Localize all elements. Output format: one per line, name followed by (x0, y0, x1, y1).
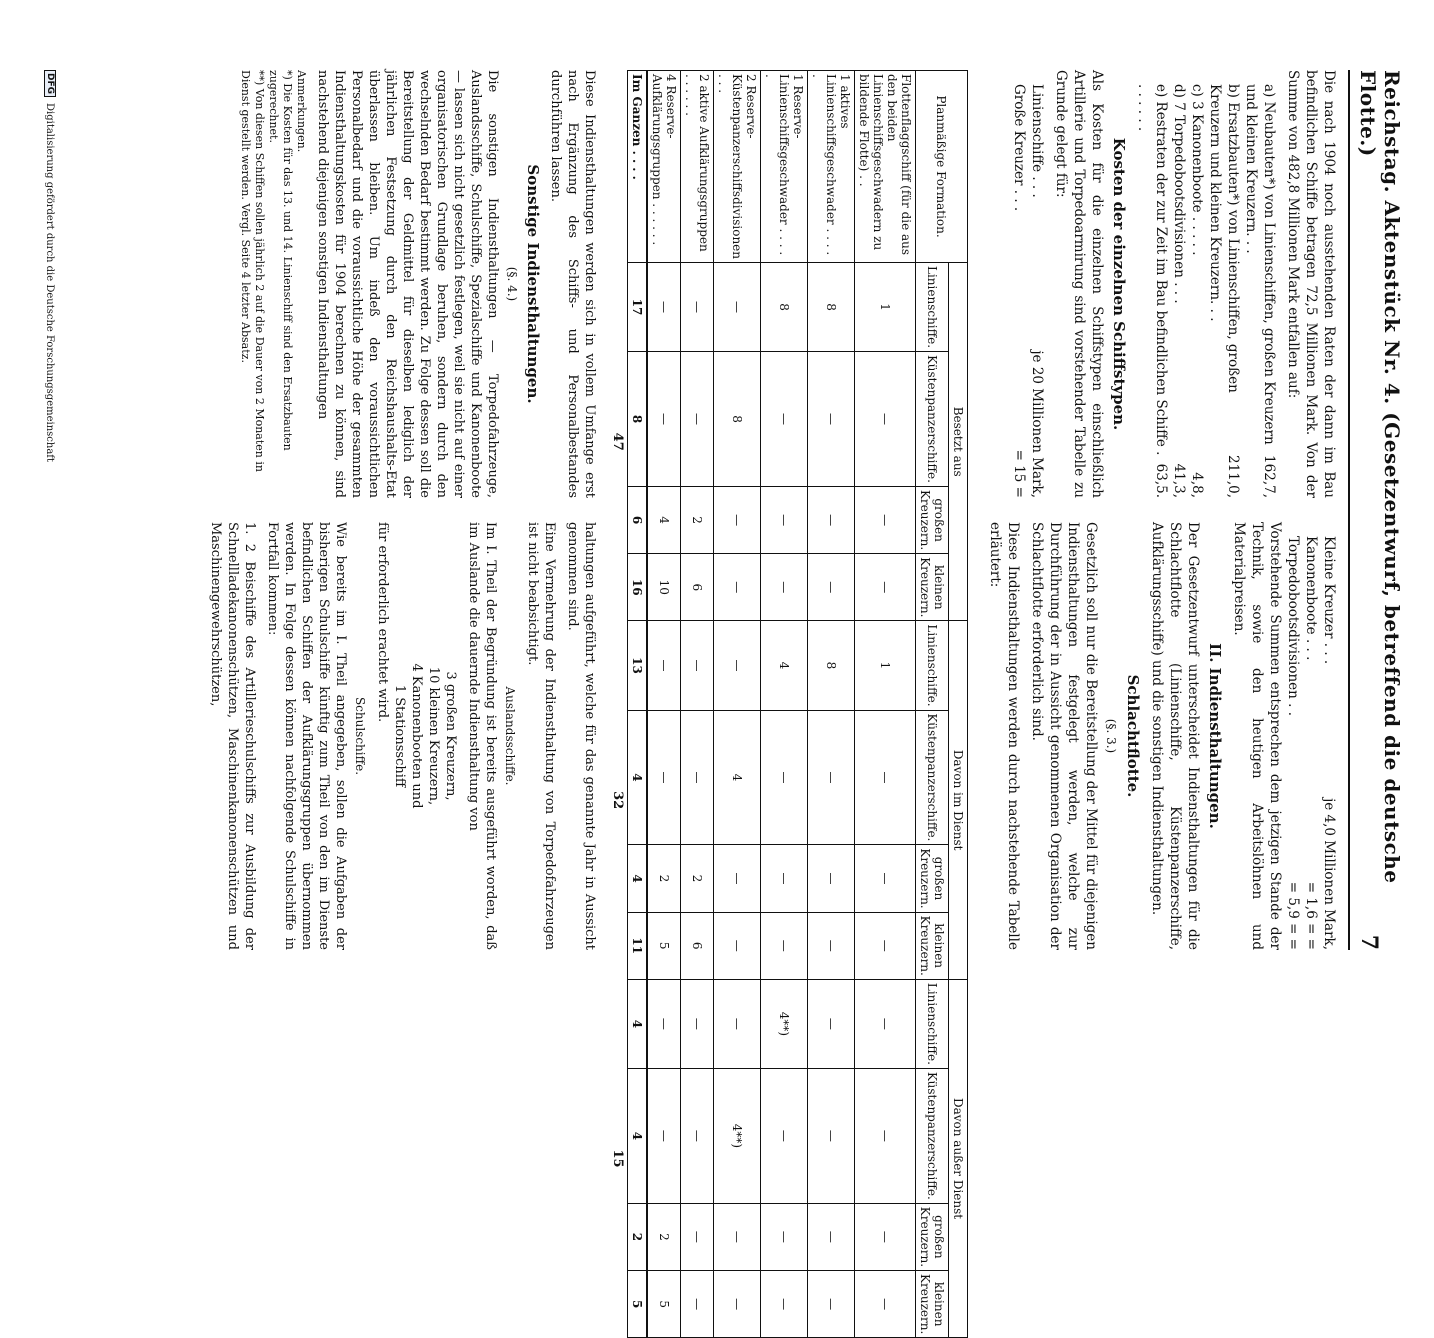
group-header: Davon im Dienst (949, 621, 968, 979)
table-row (855, 71, 916, 1338)
section-paragraph: Der Gesetzentwurf unterscheidet Indiensthaltungen für die Schlachtflotte (Linienschiffe, Küstenpanzerschiffe, Aufklärungsschiffe) und die sonstigen Indiensthaltungen. (1149, 522, 1201, 950)
table-cell: — (761, 912, 808, 979)
table-cell: — (714, 845, 761, 912)
subcol-header: großen Kreuzern. (916, 486, 949, 553)
ship-list-item: 3 großen Kreuzern, (443, 671, 458, 801)
subcol-header: Küstenpanzerschiffe. (916, 710, 949, 845)
table-cell: — (808, 1068, 855, 1203)
table-cell: — (681, 621, 714, 710)
group-total-row (608, 71, 628, 1338)
table-cell: 6 (681, 912, 714, 979)
footnote: *) Die Kosten für das 13. und 14. Linienschiff sind den Ersatzbauten zugerechnet. (267, 70, 294, 451)
total-cell: 8 (628, 352, 648, 487)
kosten-paragraph: Als Kosten für die einzelnen Schiffstypen einschließlich Artillerie und Torpedoarmirung sind vorstehender Tabelle zu Grunde gelegt für: (1053, 70, 1105, 498)
row-label: 1 Reserve-Linienschiffsgeschwader . . . . . (761, 71, 808, 263)
body-paragraph: 1. 2 Beischiffe des Artillerieschulschiffs zur Ausbildung der Schnellladekanonenschützen, Maschinenkanonenschützen und Maschinengewehrschützen, (208, 522, 257, 950)
table-cell: 2 (647, 845, 681, 912)
group-header: Besetzt aus (949, 263, 968, 621)
document-page (44, 70, 1404, 1335)
table-cell: — (681, 263, 714, 352)
table-cell: — (855, 486, 916, 553)
table-cell: — (714, 912, 761, 979)
cost-item: a) Neubauten*) von Linienschiffen, großen Kreuzern und kleinen Kreuzern. . . 162,7, (1243, 84, 1277, 498)
table-cell: — (761, 1068, 808, 1203)
section-title: II. Indiensthaltungen. (1206, 643, 1224, 829)
group-total-spacer (608, 71, 628, 263)
table-cell: — (761, 352, 808, 487)
total-cell: 4 (628, 845, 648, 912)
type-cost-item: Kleine Kreuzer . . . je 4,0 Millionen Mark, (1321, 536, 1337, 950)
table-cell: — (855, 912, 916, 979)
subcol-header: Linienschiffe. (916, 621, 949, 710)
table-cell: 4 (714, 710, 761, 845)
left-column (980, 70, 1338, 498)
table-cell: — (761, 710, 808, 845)
total-cell: 4 (628, 979, 648, 1068)
table-cell: 4 (761, 621, 808, 710)
table-cell: — (681, 979, 714, 1068)
table-cell: 8 (808, 263, 855, 352)
subcol-header: kleinen Kreuzern. (916, 912, 949, 979)
dfg-logo: DFG (44, 70, 56, 97)
bottom-columns (201, 70, 598, 950)
table-cell: — (714, 621, 761, 710)
table-cell: — (761, 1271, 808, 1338)
table-cell: — (681, 1271, 714, 1338)
kosten-note: Vorstehende Summen entsprechen dem jetzigen Stande der Technik, sowie den heutigen Arbeitslöhnen und Materialpreisen. (1231, 522, 1283, 950)
cost-item: d) 7 Torpedobootsdivisionen . . . 41,3, (1171, 84, 1187, 498)
total-cell: 4 (628, 1068, 648, 1203)
page-header (1348, 70, 1404, 950)
table-cell: — (714, 486, 761, 553)
table-cell: 5 (647, 1271, 681, 1338)
subheading-schlachtflotte: Schlachtflotte. (1124, 674, 1142, 798)
table-cell: — (647, 263, 681, 352)
table-cell: — (855, 554, 916, 621)
type-cost-item: Torpedobootsdivisionen . . = 5,9 = = (1285, 536, 1301, 950)
table-cell: — (855, 979, 916, 1068)
notes-heading: Anmerkungen. (295, 70, 308, 153)
subcol-header: Küstenpanzerschiffe. (916, 1068, 949, 1203)
total-cell: 6 (628, 486, 648, 553)
body-paragraph: haltungen aufgeführt, welche für das genannte Jahr in Aussicht genommen sind. (565, 522, 597, 950)
subcol-header: großen Kreuzern. (916, 1203, 949, 1270)
subcol-header: Küstenpanzerschiffe. (916, 352, 949, 487)
body-paragraph: Diese Indiensthaltungen werden sich in vollem Umfange erst nach Ergänzung des Schiffs- und Personalbestandes durchführen lassen. (548, 70, 597, 498)
total-row (628, 71, 648, 1338)
table-cell: 6 (681, 554, 714, 621)
total-cell: 16 (628, 554, 648, 621)
body-paragraph: Wie bereits im I. Theil angegeben, sollen die Aufgaben der bisherigen Schulschiffe künftig zum Theil von den im Dienste befindlichen Schiffen der Aufklärungsgruppen übernommen werden. In Folge dessen können nachfolgende Schulschiffe in Fortfall kommen: (265, 522, 348, 950)
subheading-sonstige: Sonstige Indiensthaltungen. (524, 164, 542, 404)
intro-paragraph: Die nach 1904 noch ausstehenden Raten der dann im Bau befindlichen Schiffe betragen 72,5 Millionen Mark. Von der Summe von 482,8 Millionen Mark entfallen auf: (1285, 70, 1337, 498)
table-cell: — (714, 1203, 761, 1270)
formation-table (608, 70, 968, 1338)
subcol-header: kleinen Kreuzern. (916, 554, 949, 621)
subcol-header: Linienschiffe. (916, 979, 949, 1068)
subheading-ausland: Auslandsschiffe. (503, 686, 517, 786)
table-cell: 4**) (714, 1068, 761, 1203)
table-cell: — (714, 1271, 761, 1338)
table-cell: — (855, 1271, 916, 1338)
type-cost-item: Linienschiffe . . . je 20 Millionen Mark, (1029, 84, 1045, 498)
table-cell: — (761, 1203, 808, 1270)
table-cell: — (808, 554, 855, 621)
table-body (608, 71, 916, 1338)
total-label: Im Ganzen . . . . (628, 71, 648, 263)
table-cell: 4**) (761, 979, 808, 1068)
table-cell: — (808, 1203, 855, 1270)
group-total-cell: 47 (610, 432, 625, 451)
subheading-schul: Schulschiffe. (353, 696, 367, 776)
table-cell: 8 (714, 352, 761, 487)
type-cost-item: Kanonenboote . . . = 1,6 = = (1303, 536, 1319, 950)
table-cell: — (681, 1068, 714, 1203)
table-cell: — (855, 710, 916, 845)
cost-item: c) 3 Kanonenboote . . . . . 4,8, (1189, 84, 1205, 498)
bottom-left-column (201, 70, 598, 498)
table-cell: 2 (681, 845, 714, 912)
table-cell: 1 (855, 263, 916, 352)
cost-item: e) Restraten der zur Zeit im Bau befindlichen Schiffe . . . . . . . 63,5. (1135, 84, 1169, 498)
body-paragraph: Im I. Theil der Begründung ist bereits ausgeführt worden, daß im Auslande die dauernde Indiensthaltung von (466, 522, 498, 950)
section-paragraph: Diese Indiensthaltungen werden durch nachstehende Tabelle erläutert: (987, 522, 1021, 950)
total-cell: 4 (628, 710, 648, 845)
table-cell: 1 (855, 621, 916, 710)
footnotes (238, 70, 308, 498)
table-cell: 4 (647, 486, 681, 553)
section-paragraph: Gesetzlich soll nur die Bereitstellung der Mittel für diejenigen Indiensthaltungen festgelegt werden, welche zur Durchführung der in Aussicht genommenen Organisation der Schlachtflotte erforderlich sind. (1029, 522, 1099, 950)
top-columns (980, 70, 1338, 950)
section-heading-kosten: Kosten der einzelnen Schiffstypen. (1110, 137, 1128, 431)
total-cell: 17 (628, 263, 648, 352)
table-cell: 8 (761, 263, 808, 352)
paragraph-ref: (§. 4.) (505, 266, 519, 302)
row-label: 2 Reserve-Küstenpanzerschiffsdivisionen . . . (714, 71, 761, 263)
total-cell: 13 (628, 621, 648, 710)
table-cell: — (855, 1068, 916, 1203)
table-cell: — (855, 352, 916, 487)
total-cell: 11 (628, 912, 648, 979)
table-cell: 5 (647, 912, 681, 979)
table-cell: — (647, 621, 681, 710)
row-label: Flottenflaggschiff (für die aus den beiden Linienschiffsgeschwadern zu bildende Flotte) . . (855, 71, 916, 263)
table-cell: — (761, 554, 808, 621)
col-formation: Planmäßige Formation. (916, 71, 968, 263)
group-header: Davon außer Dienst (949, 979, 968, 1337)
scan-footer (44, 70, 56, 462)
table-cell: — (808, 1271, 855, 1338)
table-cell: 8 (808, 621, 855, 710)
body-paragraph: für erforderlich erachtet wird. (375, 522, 390, 723)
table-cell: — (647, 1068, 681, 1203)
page-number: 7 (1356, 934, 1382, 950)
table-cell: — (714, 979, 761, 1068)
table-cell: — (714, 554, 761, 621)
table-cell: — (681, 710, 714, 845)
running-head: Reichstag. Aktenstück Nr. 4. (Gesetzentwurf, betreffend die deutsche Flotte.) (1356, 70, 1404, 884)
table-cell: 2 (647, 1203, 681, 1270)
table-row (808, 71, 855, 1338)
footnote: **) Von diesen Schiffen sollen jährlich 2 auf die Dauer von 2 Monaten in Dienst gestellt werden. Vergl. Seite 4 letzter Absatz. (239, 70, 266, 472)
subcol-header: Linienschiffe. (916, 263, 949, 352)
body-paragraph: Die sonstigen Indiensthaltungen — Torpedofahrzeuge, Auslandsschiffe, Schulschiffe, Spezialschiffe und Kanonenboote — lassen sich nicht gesetzlich festlegen, weil sie nicht auf einer organisatorischen Grundlage beruhen, sondern durch den wechselnden Bedarf bestimmt werden. Zu Folge dessen soll die Bereitstellung der Geldmittel für dieselben lediglich der jährlichen Festsetzung durch den Reichshaushalts-Etat überlassen bleiben. Um indeß den voraussichtlichen Personalbedarf und die voraussichtliche Höhe der gesammten Indiensthaltungskosten für 1904 berechnen zu können, sind nachstehend diejenigen sonstigen Indiensthaltungen (315, 70, 500, 498)
table-cell: — (808, 710, 855, 845)
table-cell: — (647, 710, 681, 845)
type-cost-item: Große Kreuzer . . . = 15 = (1011, 84, 1027, 498)
table-row (647, 71, 681, 1338)
total-cell: 2 (628, 1203, 648, 1270)
table-cell: — (761, 486, 808, 553)
group-total-cell: 15 (610, 1149, 625, 1168)
table-cell: — (681, 352, 714, 487)
table-cell: — (808, 352, 855, 487)
table-cell: — (808, 486, 855, 553)
total-cell: 5 (628, 1271, 648, 1338)
table-cell: — (647, 979, 681, 1068)
table-cell: — (808, 845, 855, 912)
row-label: 1 aktives Linienschiffsgeschwader . . . . . (808, 71, 855, 263)
subcol-header: großen Kreuzern. (916, 845, 949, 912)
ship-list-item: 10 kleinen Kreuzern, (426, 666, 441, 806)
row-label: 2 aktive Aufklärungsgruppen . . . . . . (681, 71, 714, 263)
table-cell: — (808, 912, 855, 979)
footer-text: Digitalisierung gefördert durch die Deutsche Forschungsgemeinschaft (44, 103, 56, 463)
bottom-right-column (201, 522, 598, 950)
body-paragraph: Eine Vermehrung der Indiensthaltung von Torpedofahrzeugen ist nicht beabsichtigt. (525, 522, 557, 950)
table-cell: 10 (647, 554, 681, 621)
table-cell: — (761, 845, 808, 912)
group-total-cell: 32 (610, 791, 625, 810)
table-cell: — (855, 845, 916, 912)
table-cell: — (808, 979, 855, 1068)
table-row (714, 71, 761, 1338)
ship-list-item: 4 Kanonenbooten und (409, 663, 424, 809)
ship-list-item: 1 Stationsschiff (392, 684, 407, 788)
table-row (761, 71, 808, 1338)
paragraph-ref: (§. 3.) (1104, 718, 1118, 754)
cost-item: b) Ersatzbauten*) von Linienschiffen, großen Kreuzern und kleinen Kreuzern. . . 211,0, (1207, 84, 1241, 498)
table-cell: — (714, 263, 761, 352)
table-cell: 2 (681, 486, 714, 553)
table-row (681, 71, 714, 1338)
table-cell: — (855, 1203, 916, 1270)
row-label: 4 Reserve-Aufklärungsgruppen . . . . . . (647, 71, 681, 263)
subcol-header: kleinen Kreuzern. (916, 1271, 949, 1338)
right-column (980, 522, 1338, 950)
table-cell: — (647, 352, 681, 487)
table-cell: — (681, 1203, 714, 1270)
